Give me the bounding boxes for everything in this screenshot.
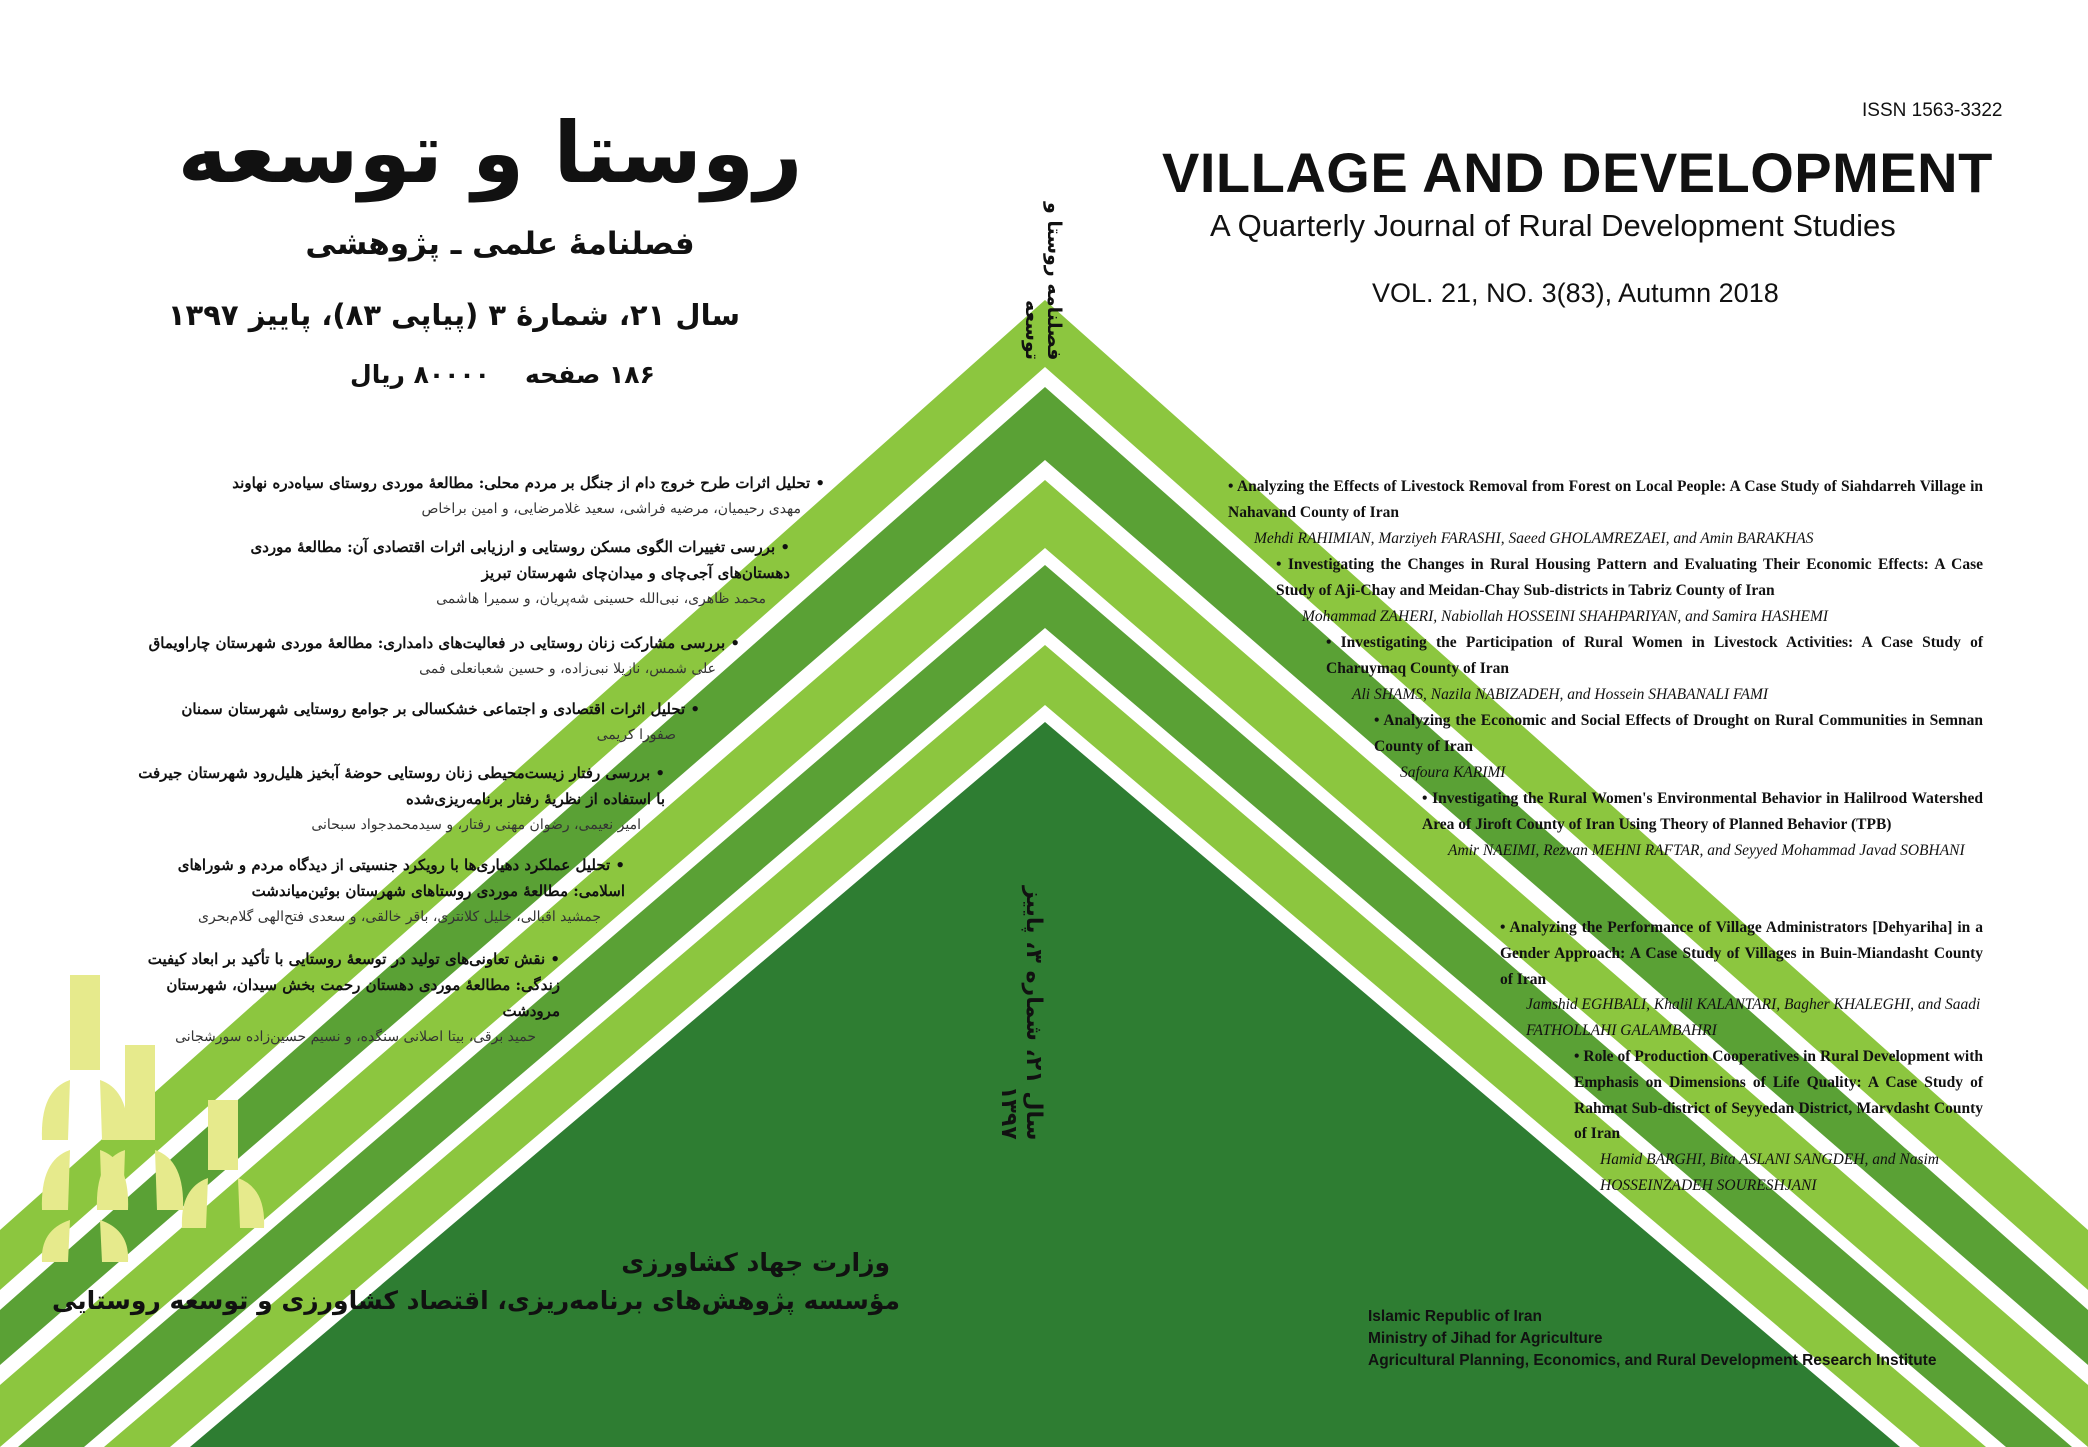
publisher-english: [1368, 1306, 1936, 1372]
article-title: • Analyzing the Performance of Village Administrators [Dehyariha] in a Gender Approach: A Case Study of Villages in Buin-Miandasht County of Iran: [1500, 919, 1983, 988]
article-authors: حمید برقی، بیتا اصلانی سنگده، و نسیم حسین‌زاده سورشجانی: [175, 1029, 536, 1045]
article-entry-english: [1422, 786, 1983, 863]
journal-title-persian: روستا و توسعه: [177, 104, 803, 202]
article-title: • Analyzing the Effects of Livestock Removal from Forest on Local People: A Case Study of Siahdarreh Village in Nahavand County of Iran: [1228, 478, 1983, 521]
article-authors: Jamshid EGHBALI, Khalil KALANTARI, Bagher KHALEGHI, and Saadi FATHOLLAHI GALAMBAHRI: [1526, 996, 1981, 1040]
article-entry-persian: [135, 760, 665, 838]
article-authors: مهدی رحیمیان، مرضیه فراشی، سعید غلامرضایی، و امین براخاص: [421, 501, 801, 517]
article-title: • بررسی تغییرات الگوی مسکن روستایی و ارزیابی اثرات اقتصادی آن: مطالعهٔ موردی دهستان‌های آجی‌چای و میدان‌چای شهرستان تبریز: [250, 538, 790, 582]
institute-name-persian: مؤسسه پژوهش‌های برنامه‌ریزی، اقتصاد کشاورزی و توسعه روستایی: [52, 1286, 900, 1315]
article-entry-english: [1326, 630, 1983, 707]
article-title: • تحلیل اثرات اقتصادی و اجتماعی خشکسالی بر جوامع روستایی شهرستان سمنان: [181, 700, 700, 718]
spine-issue: سال ۲۱، شماره ۳، پاییز ۱۳۹۷: [996, 885, 1046, 1140]
article-entry-english: [1500, 915, 1983, 1044]
article-entry-persian: [220, 470, 825, 522]
article-title: • Investigating the Participation of Rural Women in Livestock Activities: A Case Study of Charuymaq County of Iran: [1326, 634, 1983, 677]
article-authors: Hamid BARGHI, Bita ASLANI SANGDEH, and Nasim HOSSEINZADEH SOURESHJANI: [1600, 1151, 1939, 1194]
article-entry-persian: [135, 852, 625, 930]
article-authors: علی شمس، نازیلا نبی‌زاده، و حسین شعبانعلی فمی: [419, 661, 716, 677]
article-title: • نقش تعاونی‌های تولید در توسعهٔ روستایی با تأکید بر ابعاد کیفیت زندگی: مطالعهٔ موردی دهستان رحمت بخش سیدان، شهرستان مرودشت: [147, 950, 560, 1020]
article-title: • تحلیل اثرات طرح خروج دام از جنگل بر مردم محلی: مطالعهٔ موردی روستای سیاه‌دره نهاوند: [232, 474, 825, 492]
article-title: • Analyzing the Economic and Social Effects of Drought on Rural Communities in Semnan County of Iran: [1374, 712, 1983, 755]
article-authors: Mehdi RAHIMIAN, Marziyeh FARASHI, Saeed GHOLAMREZAEI, and Amin BARAKHAS: [1254, 529, 1814, 547]
article-authors: Safoura KARIMI: [1400, 763, 1506, 781]
article-entry-english: [1228, 474, 1983, 551]
article-entry-persian: [140, 696, 700, 748]
article-title: • Investigating the Rural Women's Environmental Behavior in Halilrood Watershed Area of Jiroft County of Iran Using Theory of Planned Behavior (TPB): [1422, 790, 1983, 833]
article-authors: جمشید اقبالی، خلیل کلانتری، باقر خالقی، و سعدی فتح‌الهی گلام‌بحری: [198, 909, 601, 925]
article-title: • تحلیل عملکرد دهیاری‌ها با رویکرد جنسیتی از دیدگاه مردم و شوراهای اسلامی: مطالعهٔ موردی روستاهای شهرستان بوئین‌میاندشت: [177, 856, 625, 900]
article-title: • Investigating the Changes in Rural Housing Pattern and Evaluating Their Economic Effects: A Case Study of Aji-Chay and Meidan-Chay Sub-districts in Tabriz County of Iran: [1276, 556, 1983, 599]
publisher-ministry: Ministry of Jihad for Agriculture: [1368, 1330, 1603, 1347]
article-title: • بررسی مشارکت زنان روستایی در فعالیت‌های دامداری: مطالعهٔ موردی شهرستان چاراویماق: [148, 634, 740, 652]
ministry-name-persian: وزارت جهاد کشاورزی: [621, 1248, 890, 1277]
journal-subtitle-persian: فصلنامهٔ علمی ـ پژوهشی: [305, 226, 695, 262]
volume-info-english: VOL. 21, NO. 3(83), Autumn 2018: [1372, 278, 1779, 308]
publisher-country: Islamic Republic of Iran: [1368, 1308, 1542, 1325]
journal-title-english: VILLAGE AND DEVELOPMENT: [1162, 141, 1993, 204]
article-entry-persian: [140, 630, 740, 682]
issn-number: ISSN 1563-3322: [1862, 100, 2003, 121]
article-entry-english: [1276, 552, 1983, 629]
spine-title: فصلنامه روستا و توسعه: [1021, 201, 1065, 360]
article-title: • بررسی رفتار زیست‌محیطی زنان روستایی حوضهٔ آبخیز هلیل‌رود شهرستان جیرفت با استفاده از نظریهٔ رفتار برنامه‌ریزی‌شده: [138, 764, 665, 808]
article-authors: امیر نعیمی، رضوان مهنی رفتار، و سیدمحمدجواد سبحانی: [311, 817, 641, 833]
article-authors: Amir NAEIMI, Rezvan MEHNI RAFTAR, and Seyyed Mohammad Javad SOBHANI: [1448, 841, 1965, 859]
article-entry-persian: [200, 534, 790, 612]
article-entry-persian: [135, 946, 560, 1050]
price-persian: ۸۰۰۰۰ ریال: [350, 360, 490, 389]
article-title: • Role of Production Cooperatives in Rural Development with Emphasis on Dimensions of Life Quality: A Case Study of Rahmat Sub-district of Seyyedan District, Marvdasht County of Iran: [1574, 1048, 1983, 1143]
page-count-persian: ۱۸۶ صفحه: [525, 360, 655, 389]
article-authors: Mohammad ZAHERI, Nabiollah HOSSEINI SHAHPARIYAN, and Samira HASHEMI: [1302, 607, 1829, 625]
article-authors: Ali SHAMS, Nazila NABIZADEH, and Hossein SHABANALI FAMI: [1352, 685, 1769, 703]
article-authors: محمد ظاهری، نبی‌الله حسینی شه‌پریان، و سمیرا هاشمی: [436, 591, 766, 607]
article-entry-english: [1374, 708, 1983, 785]
article-authors: صفورا کریمی: [596, 727, 676, 743]
article-entry-english: [1574, 1044, 1983, 1199]
volume-info-persian: سال ۲۱، شمارهٔ ۳ (پیاپی ۸۳)، پاییز ۱۳۹۷: [167, 298, 740, 332]
journal-subtitle-english: A Quarterly Journal of Rural Development Studies: [1210, 208, 1896, 243]
publisher-institute: Agricultural Planning, Economics, and Rural Development Research Institute: [1368, 1352, 1937, 1369]
